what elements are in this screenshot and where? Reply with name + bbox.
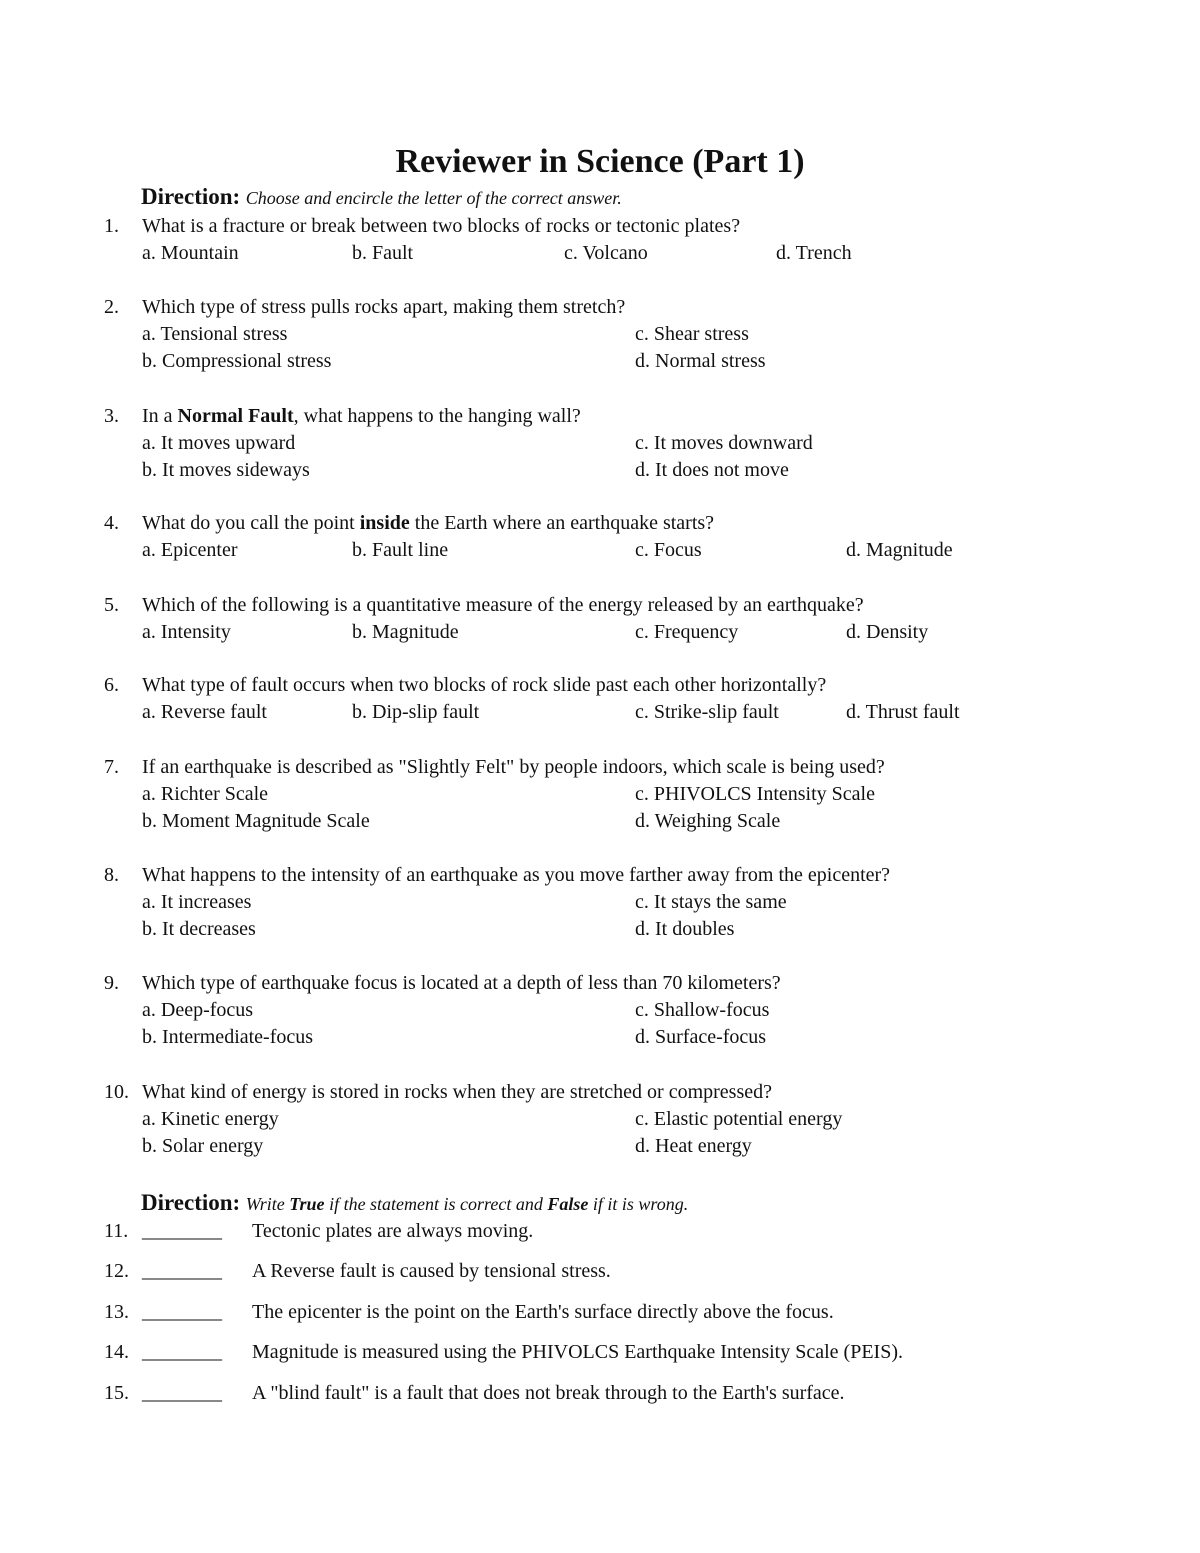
option-a[interactable]: a. It increases (142, 891, 252, 913)
answer-blank[interactable]: ________ (142, 1220, 222, 1242)
question-stem: What is a fracture or break between two blocks of rocks or tectonic plates? (142, 215, 741, 237)
option-a[interactable]: a. Richter Scale (142, 783, 269, 805)
question-stem: In a Normal Fault, what happens to the hanging wall? (142, 405, 581, 427)
direction-multiple-choice (141, 184, 622, 211)
item-number: 13. (104, 1301, 129, 1323)
option-b[interactable]: b. Fault line (352, 539, 449, 561)
option-b[interactable]: b. It decreases (142, 918, 256, 940)
question-number: 3. (104, 405, 119, 427)
statement-text: The epicenter is the point on the Earth's surface directly above the focus. (252, 1301, 834, 1323)
question-number: 9. (104, 972, 119, 994)
question-stem: What kind of energy is stored in rocks when they are stretched or compressed? (142, 1081, 772, 1103)
option-a[interactable]: a. Tensional stress (142, 323, 288, 345)
question-number: 4. (104, 512, 119, 534)
option-c[interactable]: c. It stays the same (635, 891, 787, 913)
page-title: Reviewer in Science (Part 1) (395, 143, 805, 180)
statement-text: Magnitude is measured using the PHIVOLCS Earthquake Intensity Scale (PEIS). (252, 1341, 903, 1363)
option-a[interactable]: a. It moves upward (142, 432, 296, 454)
direction-label: Direction: (141, 1190, 241, 1215)
option-d[interactable]: d. Trench (776, 242, 852, 264)
option-c[interactable]: c. Shear stress (635, 323, 749, 345)
option-a[interactable]: a. Mountain (142, 242, 239, 264)
option-d[interactable]: d. Weighing Scale (635, 810, 781, 832)
option-b[interactable]: b. Magnitude (352, 621, 459, 643)
option-c[interactable]: c. Focus (635, 539, 702, 561)
question-number: 2. (104, 296, 119, 318)
question-number: 7. (104, 756, 119, 778)
statement-text: Tectonic plates are always moving. (252, 1220, 534, 1242)
question-stem: What type of fault occurs when two blocks of rock slide past each other horizontally? (142, 674, 827, 696)
option-b[interactable]: b. Solar energy (142, 1135, 264, 1157)
question-stem: If an earthquake is described as "Slightly Felt" by people indoors, which scale is being used? (142, 756, 885, 778)
item-number: 15. (104, 1382, 129, 1404)
option-d[interactable]: d. It doubles (635, 918, 735, 940)
answer-blank[interactable]: ________ (142, 1382, 222, 1404)
question-number: 10. (104, 1081, 129, 1103)
option-d[interactable]: d. Normal stress (635, 350, 766, 372)
question-number: 6. (104, 674, 119, 696)
answer-blank[interactable]: ________ (142, 1301, 222, 1323)
option-a[interactable]: a. Intensity (142, 621, 231, 643)
option-c[interactable]: c. Frequency (635, 621, 739, 643)
direction-text: Choose and encircle the letter of the correct answer. (245, 188, 622, 208)
question-stem: Which of the following is a quantitative measure of the energy released by an earthquake? (142, 594, 864, 616)
option-c[interactable]: c. It moves downward (635, 432, 813, 454)
option-c[interactable]: c. Elastic potential energy (635, 1108, 843, 1130)
option-c[interactable]: c. Strike-slip fault (635, 701, 779, 723)
item-number: 11. (104, 1220, 129, 1242)
direction-true-false (141, 1190, 688, 1217)
option-b[interactable]: b. Fault (352, 242, 414, 264)
statement-text: A Reverse fault is caused by tensional stress. (252, 1260, 611, 1282)
question-stem: Which type of stress pulls rocks apart, making them stretch? (142, 296, 626, 318)
option-d[interactable]: d. Heat energy (635, 1135, 752, 1157)
answer-blank[interactable]: ________ (142, 1341, 222, 1363)
option-c[interactable]: c. Volcano (564, 242, 648, 264)
option-b[interactable]: b. Moment Magnitude Scale (142, 810, 370, 832)
option-c[interactable]: c. Shallow-focus (635, 999, 770, 1021)
question-number: 5. (104, 594, 119, 616)
emphasis-text: inside (359, 512, 410, 534)
direction-label: Direction: (141, 184, 241, 209)
option-b[interactable]: b. Compressional stress (142, 350, 332, 372)
statement-text: A "blind fault" is a fault that does not break through to the Earth's surface. (252, 1382, 845, 1404)
option-b[interactable]: b. Dip-slip fault (352, 701, 480, 723)
option-d[interactable]: d. Magnitude (846, 539, 953, 561)
option-b[interactable]: b. It moves sideways (142, 459, 310, 481)
direction-text: Write True if the statement is correct and False if it is wrong. (245, 1194, 689, 1214)
answer-blank[interactable]: ________ (142, 1260, 222, 1282)
option-a[interactable]: a. Epicenter (142, 539, 238, 561)
emphasis-text: Normal Fault (177, 405, 294, 427)
option-d[interactable]: d. Density (846, 621, 929, 643)
option-b[interactable]: b. Intermediate-focus (142, 1026, 314, 1048)
question-number: 8. (104, 864, 119, 886)
option-c[interactable]: c. PHIVOLCS Intensity Scale (635, 783, 875, 805)
item-number: 14. (104, 1341, 129, 1363)
question-number: 1. (104, 215, 119, 237)
option-d[interactable]: d. Thrust fault (846, 701, 960, 723)
option-a[interactable]: a. Reverse fault (142, 701, 267, 723)
option-a[interactable]: a. Deep-focus (142, 999, 254, 1021)
question-stem: What happens to the intensity of an earthquake as you move farther away from the epicenter? (142, 864, 891, 886)
option-d[interactable]: d. It does not move (635, 459, 789, 481)
option-d[interactable]: d. Surface-focus (635, 1026, 767, 1048)
question-stem: What do you call the point inside the Earth where an earthquake starts? (142, 512, 715, 534)
question-stem: Which type of earthquake focus is located at a depth of less than 70 kilometers? (142, 972, 781, 994)
option-a[interactable]: a. Kinetic energy (142, 1108, 279, 1130)
item-number: 12. (104, 1260, 129, 1282)
